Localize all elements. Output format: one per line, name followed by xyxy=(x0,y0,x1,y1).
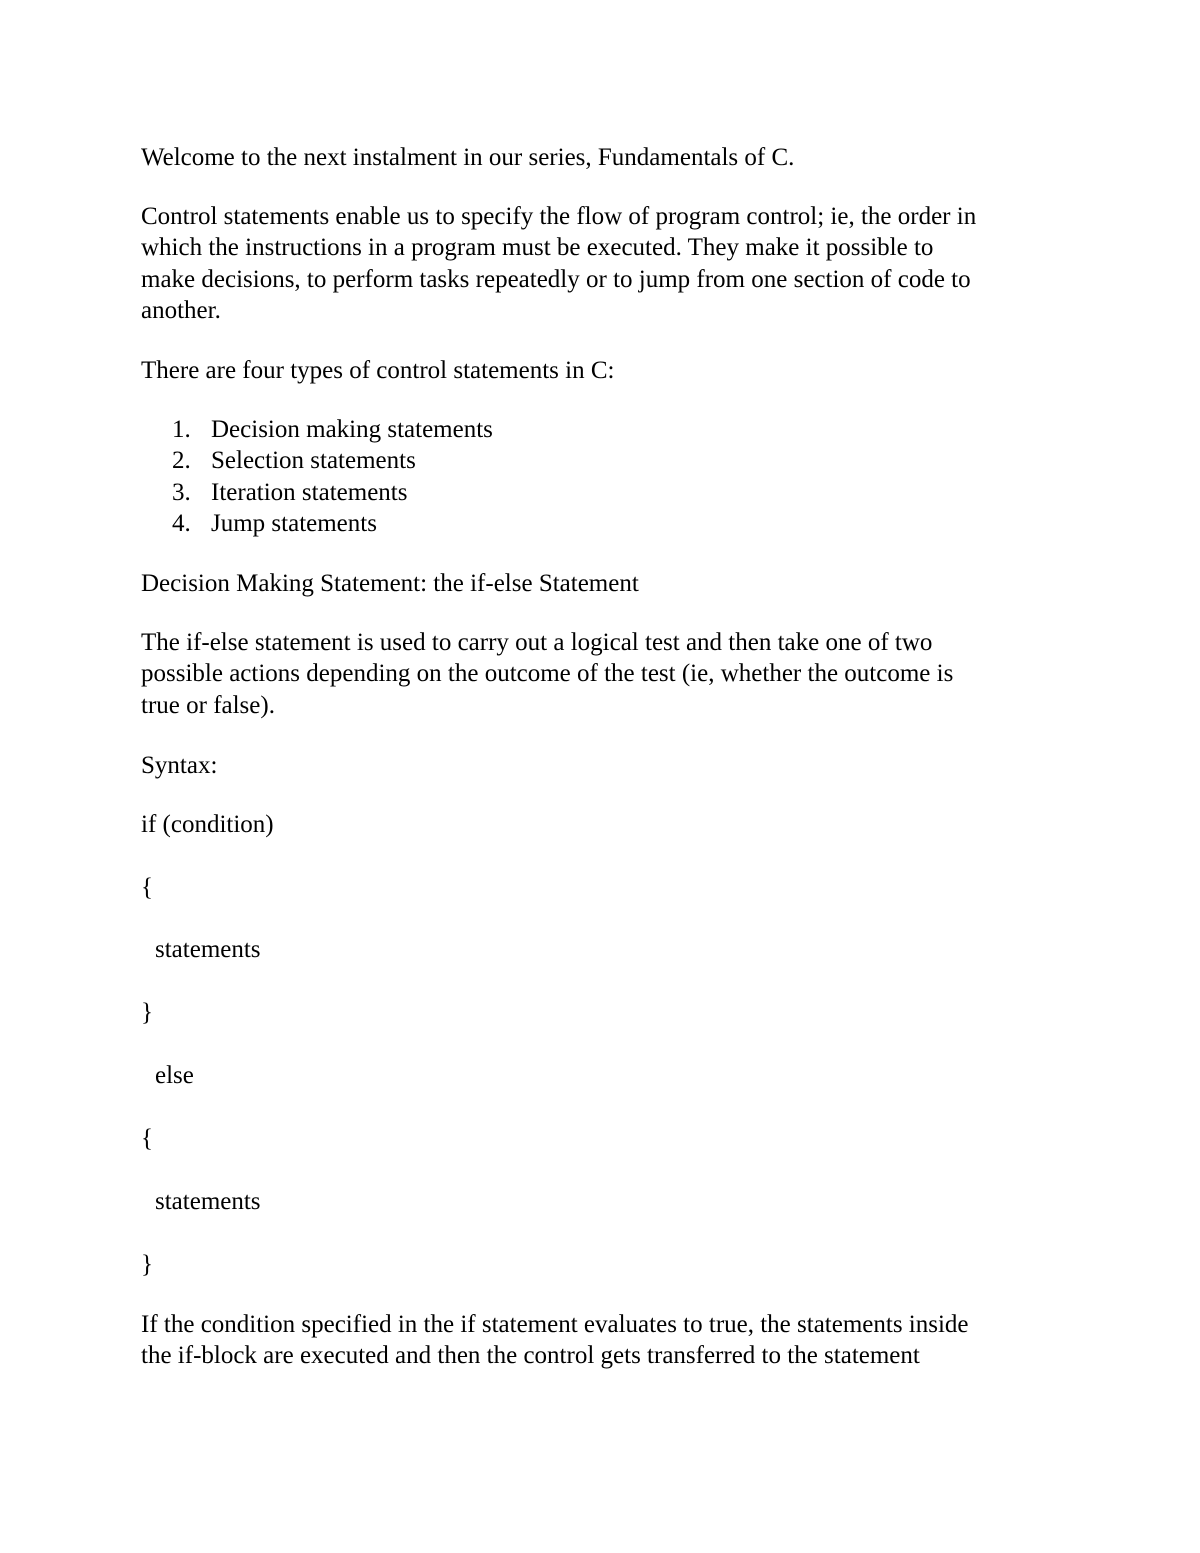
list-item-label: Selection statements xyxy=(211,447,416,474)
syntax-label: Syntax: xyxy=(141,752,218,779)
ifelse-paragraph-line-1: The if-else statement is used to carry out a logical test and then take one of two xyxy=(141,629,933,656)
list-item-number: 4. xyxy=(172,510,191,537)
control-paragraph-line-3: make decisions, to perform tasks repeatedly or to jump from one section of code to xyxy=(141,266,971,293)
types-intro: There are four types of control statements in C: xyxy=(141,357,615,384)
control-paragraph-line-4: another. xyxy=(141,297,221,324)
code-close-brace: } xyxy=(141,1251,153,1278)
code-else-line: else xyxy=(155,1062,194,1089)
list-item-number: 1. xyxy=(172,416,191,443)
code-statements: statements xyxy=(155,1188,261,1215)
code-if-line: if (condition) xyxy=(141,811,274,838)
list-item-label: Iteration statements xyxy=(211,479,408,506)
ifelse-paragraph-line-2: possible actions depending on the outcome of the test (ie, whether the outcome is xyxy=(141,660,954,687)
code-statements: statements xyxy=(155,936,261,963)
list-item-label: Decision making statements xyxy=(211,416,493,443)
intro-sentence: Welcome to the next instalment in our series, Fundamentals of C. xyxy=(141,144,795,171)
list-item-number: 3. xyxy=(172,479,191,506)
closing-paragraph-line-2: the if-block are executed and then the control gets transferred to the statement xyxy=(141,1342,920,1369)
code-open-brace: { xyxy=(141,874,153,901)
section-heading: Decision Making Statement: the if-else Statement xyxy=(141,570,639,597)
list-item-label: Jump statements xyxy=(211,510,377,537)
code-open-brace: { xyxy=(141,1125,153,1152)
control-paragraph-line-1: Control statements enable us to specify the flow of program control; ie, the order in xyxy=(141,203,977,230)
closing-paragraph-line-1: If the condition specified in the if statement evaluates to true, the statements inside xyxy=(141,1311,969,1338)
ifelse-paragraph-line-3: true or false). xyxy=(141,692,275,719)
code-close-brace: } xyxy=(141,999,153,1026)
control-paragraph-line-2: which the instructions in a program must be executed. They make it possible to xyxy=(141,234,934,261)
list-item-number: 2. xyxy=(172,447,191,474)
